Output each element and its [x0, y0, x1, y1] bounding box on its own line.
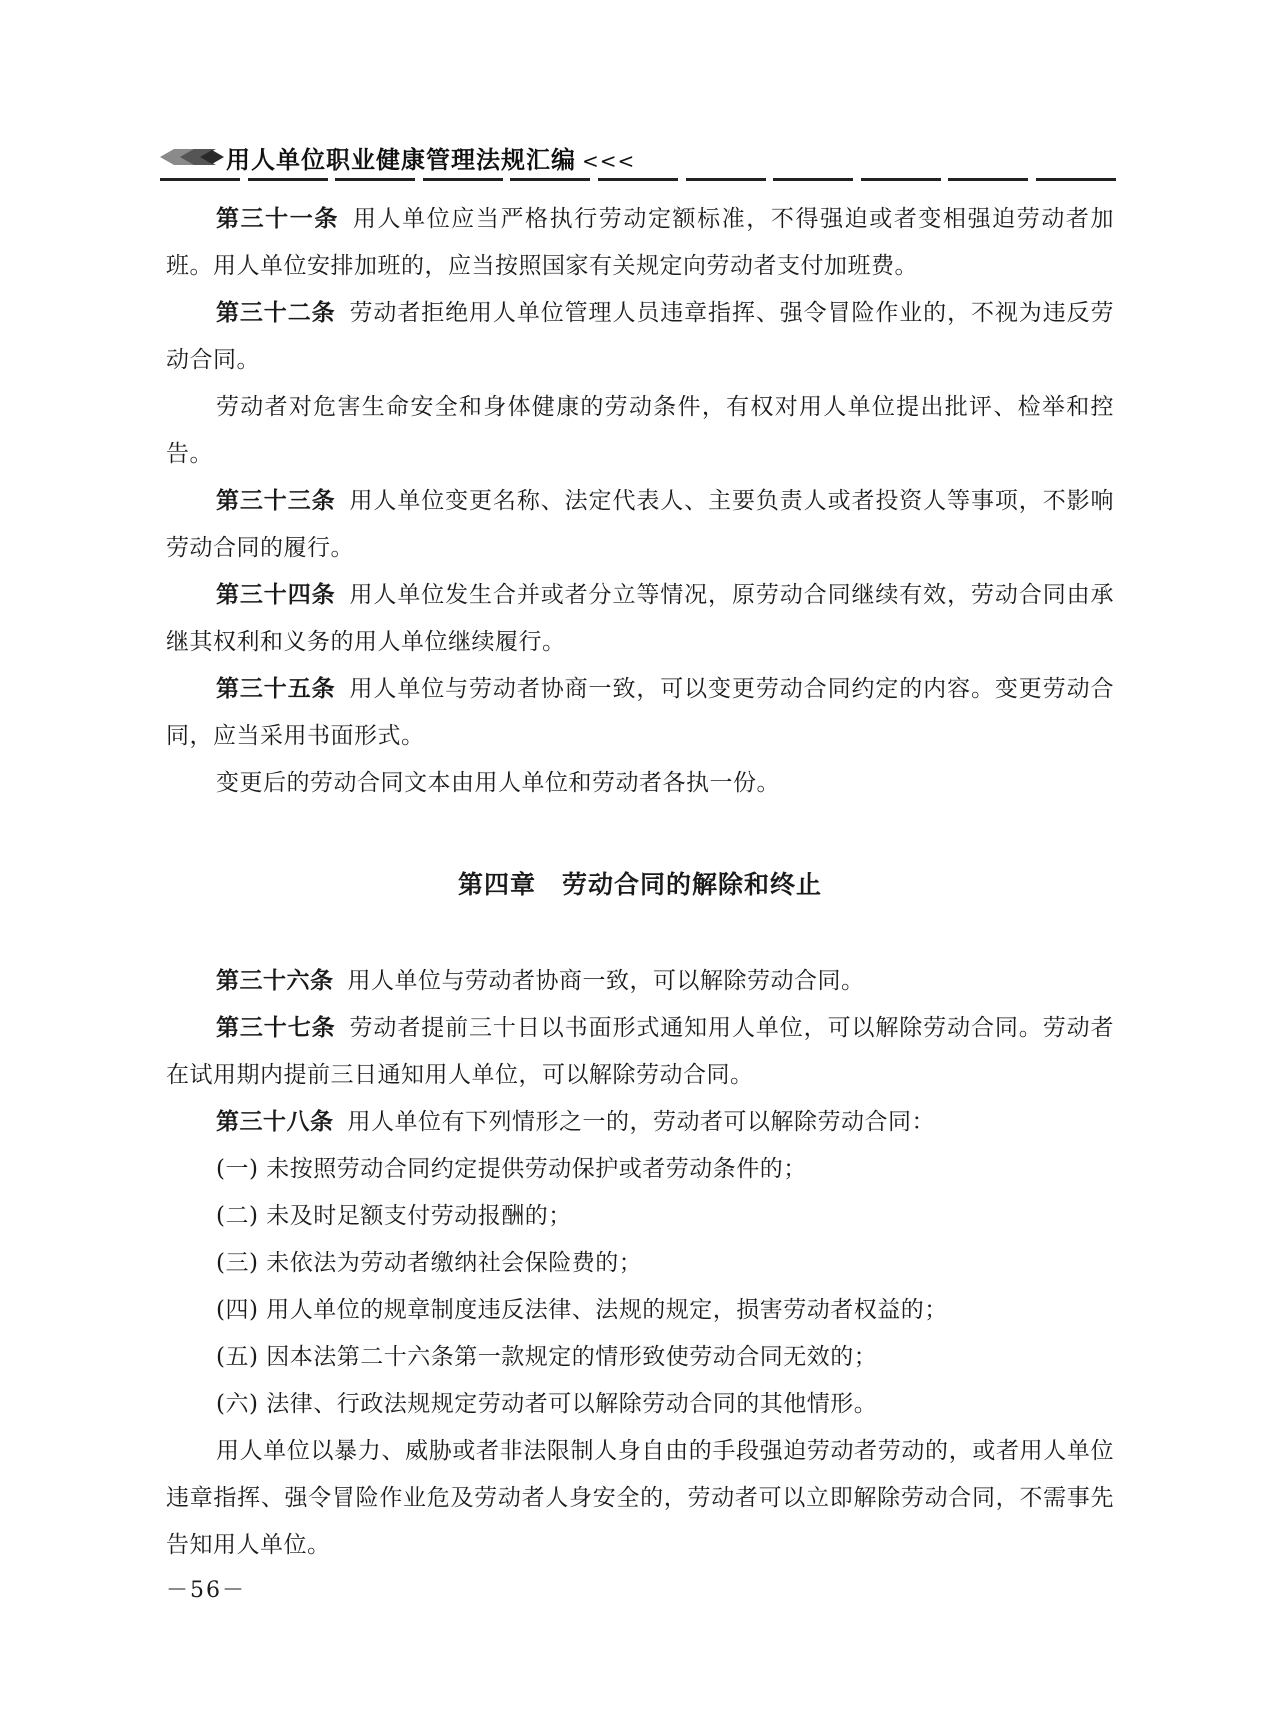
page-number: －56－ — [166, 1578, 246, 1603]
article-text: 用人单位有下列情形之一的，劳动者可以解除劳动合同： — [347, 1109, 935, 1135]
page-body — [166, 196, 1114, 1569]
article-text: 劳动者提前三十日以书面形式通知用人单位，可以解除劳动合同。劳动者在试用期内提前三日通知用人单位，可以解除劳动合同。 — [166, 1015, 1115, 1088]
article-number: 第三十四条 — [216, 582, 336, 608]
article-number: 第三十三条 — [216, 488, 336, 514]
list-item-text: (三) 未依法为劳动者缴纳社会保险费的； — [216, 1250, 643, 1276]
article-number: 第三十七条 — [216, 1015, 336, 1041]
list-item — [166, 1146, 1114, 1193]
article-number: 第三十二条 — [216, 300, 336, 326]
paragraph-article-35 — [166, 666, 1114, 760]
paragraph-article-32-cont — [166, 384, 1114, 478]
article-number: 第三十五条 — [216, 676, 336, 702]
article-text: 变更后的劳动合同文本由用人单位和劳动者各执一份。 — [216, 770, 780, 796]
paragraph-article-33 — [166, 478, 1114, 572]
list-item — [166, 1240, 1114, 1287]
double-diamond-logo-icon — [160, 146, 224, 168]
article-number: 第三十八条 — [216, 1109, 334, 1135]
article-number: 第三十一条 — [216, 206, 339, 232]
list-item — [166, 1334, 1114, 1381]
paragraph-article-38 — [166, 1099, 1114, 1146]
article-text: 用人单位变更名称、法定代表人、主要负责人或者投资人等事项，不影响劳动合同的履行。 — [166, 488, 1115, 561]
article-text: 用人单位与劳动者协商一致，可以变更劳动合同约定的内容。变更劳动合同，应当采用书面形式。 — [166, 676, 1115, 749]
article-text: 劳动者对危害生命安全和身体健康的劳动条件，有权对用人单位提出批评、检举和控告。 — [166, 394, 1114, 467]
list-item — [166, 1287, 1114, 1334]
article-text: 劳动者拒绝用人单位管理人员违章指挥、强令冒险作业的，不视为违反劳动合同。 — [166, 300, 1115, 373]
list-item-text: (二) 未及时足额支付劳动报酬的； — [216, 1203, 572, 1229]
header-dashed-rule — [160, 178, 1116, 181]
running-header — [160, 138, 1116, 178]
book-title-text: 用人单位职业健康管理法规汇编 — [226, 146, 576, 174]
list-item-text: (六) 法律、行政法规规定劳动者可以解除劳动合同的其他情形。 — [216, 1391, 878, 1417]
list-item-text: (五) 因本法第二十六条第一款规定的情形致使劳动合同无效的； — [216, 1344, 878, 1370]
article-number: 第三十六条 — [216, 968, 334, 994]
article-text: 用人单位与劳动者协商一致，可以解除劳动合同。 — [347, 968, 865, 994]
paragraph-article-34 — [166, 572, 1114, 666]
list-item-text: (一) 未按照劳动合同约定提供劳动保护或者劳动条件的； — [216, 1156, 807, 1182]
paragraph-article-31 — [166, 196, 1114, 290]
paragraph-article-35-cont — [166, 760, 1114, 807]
article-text: 用人单位发生合并或者分立等情况，原劳动合同继续有效，劳动合同由承继其权利和义务的用人单位继续履行。 — [166, 582, 1115, 655]
paragraph-article-37 — [166, 1005, 1114, 1099]
paragraph-article-32 — [166, 290, 1114, 384]
article-text: 用人单位以暴力、威胁或者非法限制人身自由的手段强迫劳动者劳动的，或者用人单位违章指挥、强令冒险作业危及劳动者人身安全的，劳动者可以立即解除劳动合同，不需事先告知用人单位。 — [166, 1438, 1114, 1558]
paragraph-article-38-cont — [166, 1428, 1114, 1569]
list-item-text: (四) 用人单位的规章制度违反法律、法规的规定，损害劳动者权益的； — [216, 1297, 948, 1323]
list-item — [166, 1381, 1114, 1428]
book-title — [226, 140, 635, 175]
header-arrows: <<< — [582, 149, 636, 173]
article-text: 用人单位应当严格执行劳动定额标准，不得强迫或者变相强迫劳动者加班。用人单位安排加班的，应当按照国家有关规定向劳动者支付加班费。 — [166, 206, 1115, 279]
paragraph-article-36 — [166, 958, 1114, 1005]
chapter-heading: 第四章 劳动合同的解除和终止 — [457, 870, 822, 899]
list-item — [166, 1193, 1114, 1240]
